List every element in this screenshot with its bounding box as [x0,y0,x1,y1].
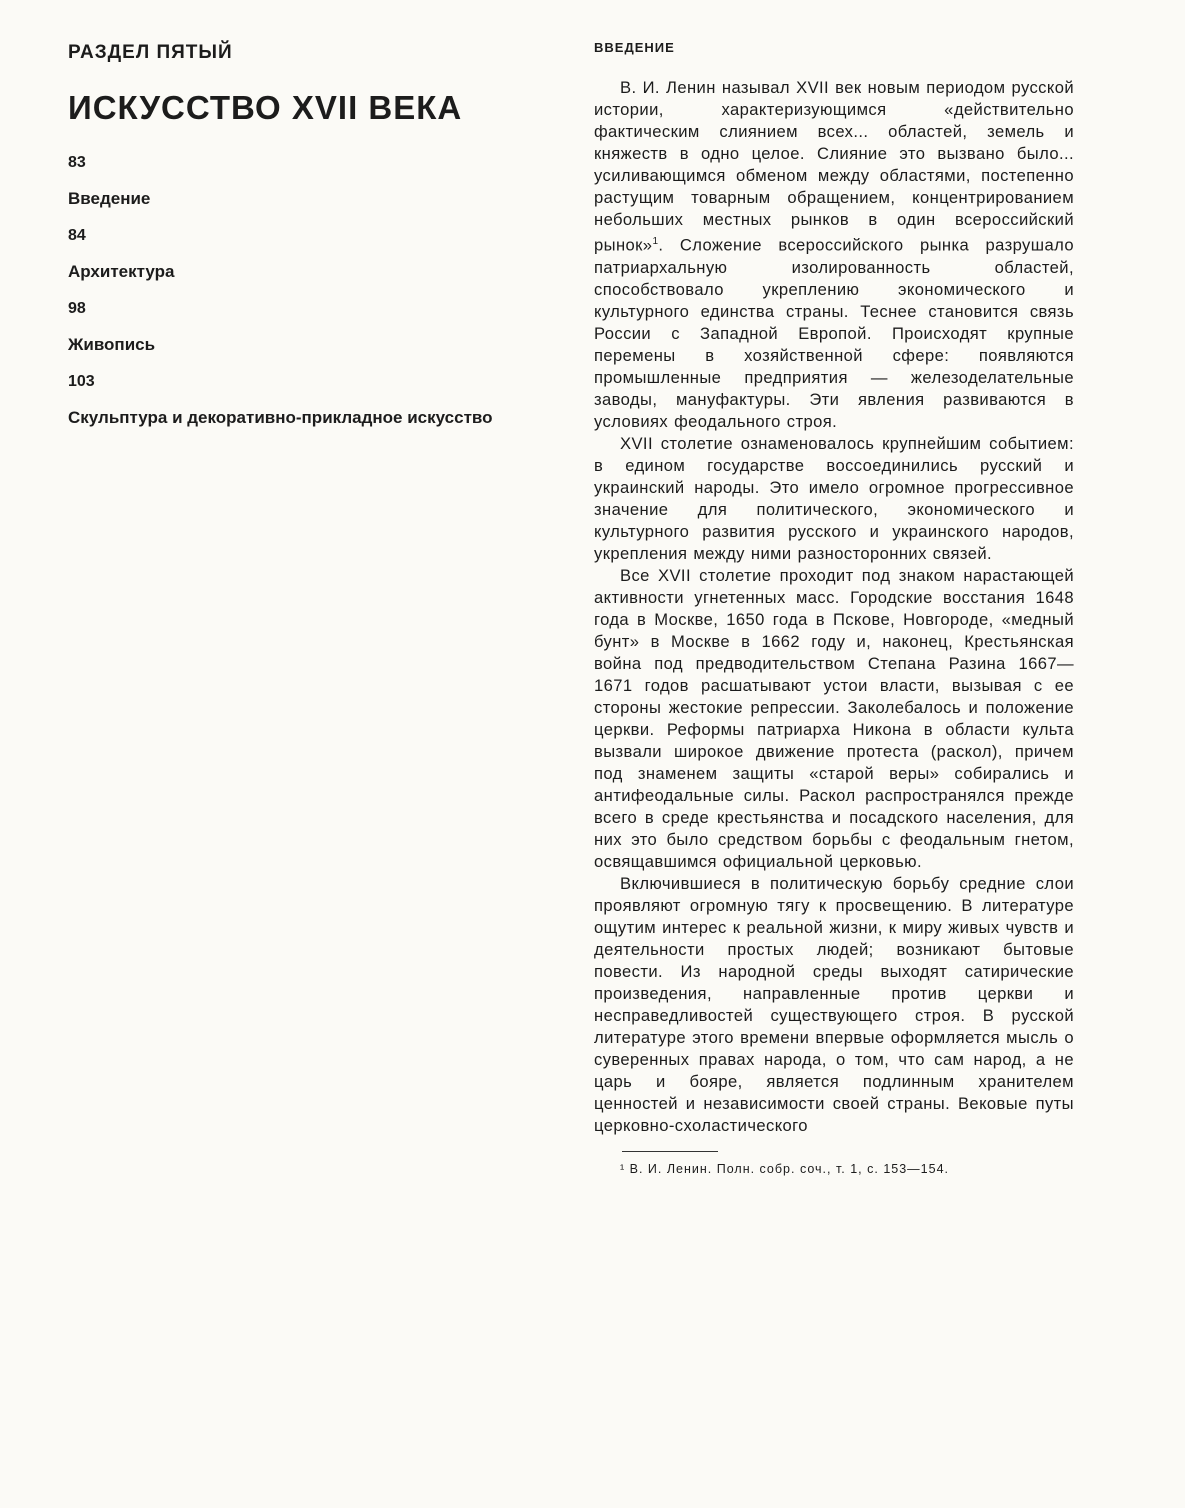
paragraph-text: . Сложение всероссийского рынка разрушало патриархальную изолированность областей, способствовало укреплению экономического и культурного единства страны. Теснее становится связь России с Западной Европой. Происходят крупные перемены в хозяйственной сфере: появляются промышленные предприятия — железоделательные заводы, мануфактуры. Эти явления развиваются в условиях феодального строя. [594,235,1074,431]
footnote-divider [622,1151,718,1152]
toc-page-number: 84 [68,227,86,244]
body-paragraph: XVII столетие ознаменовалось крупнейшим событием: в едином государстве воссоединились русский и украинский народы. Это имело огромное прогрессивное значение для политического, экономического и культурного развития русского и украинского народов, укрепления между ними разносторонних связей. [594,433,1074,563]
body-column [594,40,1074,1178]
chapter-heading: ВВЕДЕНИЕ [594,40,675,55]
toc-entry[interactable] [68,300,508,355]
body-paragraph: Включившиеся в политическую борьбу средние слои проявляют огромную тягу к просвещению. В литературе ощутим интерес к реальной жизни, к миру живых чувств и деятельности простых людей; возникают бытовые повести. Из народной среды выходят сатирические произведения, направленные против церкви и несправедливостей существующего строя. В русской литературе этого времени впервые оформляется мысль о суверенных правах народа, о том, что сам народ, а не царь и бояре, является подлинным хранителем ценностей и независимости своей страны. Вековые путы церковно-схоластического [594,873,1074,1135]
section-title: ИСКУССТВО XVII ВЕКА [68,89,463,126]
toc-label: Введение [68,189,151,208]
toc-label: Скульптура и декоративно-прикладное искусство [68,408,493,427]
body-paragraph [594,77,1074,433]
body-paragraph: Все XVII столетие проходит под знаком нарастающей активности угнетенных масс. Городские восстания 1648 года в Москве, 1650 года в Пскове, Новгороде, «медный бунт» в Москве в 1662 году и, наконец, Крестьянская война под предводительством Степана Разина 1667—1671 годов расшатывают устои власти, вызывая с ее стороны жестокие репрессии. Заколебалось и положение церкви. Реформы патриарха Никона в области культа вызвали широкое движение протеста (раскол), причем под знаменем защиты «старой веры» собирались и антифеодальные силы. Раскол распространялся прежде всего в среде крестьянства и посадского населения, для них это было средством борьбы с феодальным гнетом, освящавшимся официальной церковью. [594,565,1074,871]
toc-entry[interactable] [68,227,508,282]
footnote-marker[interactable]: 1 [652,236,659,247]
toc-label: Живопись [68,335,156,354]
footnote: ¹ В. И. Ленин. Полн. собр. соч., т. 1, с. 153—154. [620,1161,950,1176]
left-column [68,42,508,446]
section-label: РАЗДЕЛ ПЯТЫЙ [68,42,233,63]
table-of-contents [68,154,508,428]
toc-page-number: 83 [68,154,86,171]
toc-entry[interactable] [68,154,508,209]
toc-entry[interactable] [68,373,508,428]
toc-page-number: 98 [68,300,86,317]
paragraph-text: В. И. Ленин называл XVII век новым периодом русской истории, характеризующимся «действительно фактическим слиянием всех... областей, земель и княжеств в одно целое. Слияние это вызвано было... усиливающимся обменом между областями, постепенно растущим товарным обращением, концентрированием небольших местных рынков в один всероссийский рынок» [594,78,1074,255]
toc-label: Архитектура [68,262,175,281]
toc-page-number: 103 [68,373,95,390]
